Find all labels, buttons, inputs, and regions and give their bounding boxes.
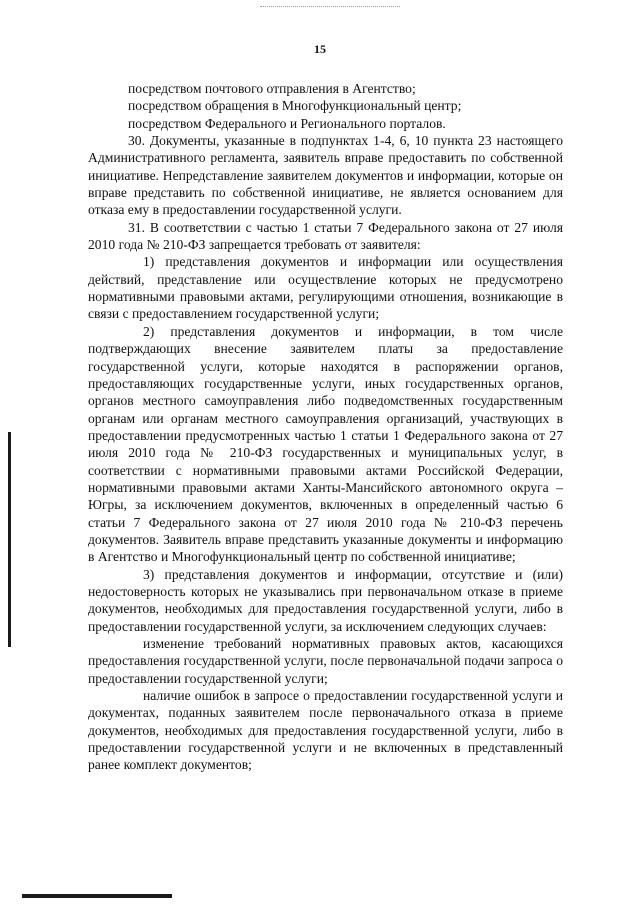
paragraph: 2) представления документов и информации, в том числе подтверждающих внесение заявителем платы за предоставление государственной услуги, которые находятся в распоряжении органов, предоставляющих государственные услуги, иных государственных органов, органов местного самоуправления либо подведомственных государственным органам или органам местного самоуправления организаций, участвующих в предоставлении предусмотренных частью 1 статьи 1 Федерального закона от 27 июля 2010 года № 210-ФЗ государственных и муниципальных услуг, в соответствии с нормативными правовыми актами Российской Федерации, нормативными правовыми актами Ханты-Мансийского автономного округа – Югры, за исключением документов, включенных в определенный частью 6 статьи 7 Федерального закона от 27 июля 2010 года № 210-ФЗ перечень документов. Заявитель вправе представить указанные документы и информацию в Агентство и Многофункциональный центр по собственной инициативе; — [88, 323, 563, 565]
paragraph: 30. Документы, указанные в подпунктах 1-4, 6, 10 пункта 23 настоящего Административного регламента, заявитель вправе предоставить по собственной инициативе. Непредставление заявителем документов и информации, которые он вправе представить по собственной инициативе, не является основанием для отказа ему в предоставлении государственной услуги. — [88, 133, 563, 218]
paragraph: посредством Федерального и Регионального порталов. — [128, 115, 446, 131]
paragraph: 31. В соответствии с частью 1 статьи 7 Федерального закона от 27 июля 2010 года № 210-ФЗ запрещается требовать от заявителя: — [88, 219, 563, 253]
paragraph: 3) представления документов и информации, отсутствие и (или) недостоверность которых не указывались при первоначальном отказе в приеме документов, необходимых для предоставления государственной услуги, либо в предоставлении государственной услуги, за исключением следующих случаев: — [88, 566, 563, 634]
scan-artifact — [260, 6, 400, 9]
page-number: 15 — [314, 42, 326, 56]
paragraph: посредством почтового отправления в Агентство; — [128, 81, 416, 96]
paragraph: 1) представления документов и информации или осуществления действий, представление или осуществление которых не предусмотрено нормативными правовыми актами, регулирующими отношения, возникающие в связи с предоставлением государственной услуги; — [88, 254, 563, 322]
scan-artifact — [22, 894, 172, 898]
document-body — [88, 80, 563, 774]
paragraph: наличие ошибок в запросе о предоставлении государственной услуги и документах, поданных заявителем после первоначального отказа в приеме документов, необходимых для предоставления государственной услуги, либо в предоставлении государственной услуги и не включенных в представленный ранее комплект документов; — [88, 688, 563, 773]
paragraph: изменение требований нормативных правовых актов, касающихся предоставления государственной услуги, после первоначальной подачи запроса о предоставлении государственной услуги; — [88, 636, 563, 686]
paragraph: посредством обращения в Многофункциональный центр; — [128, 98, 462, 114]
scan-artifact — [8, 432, 11, 647]
